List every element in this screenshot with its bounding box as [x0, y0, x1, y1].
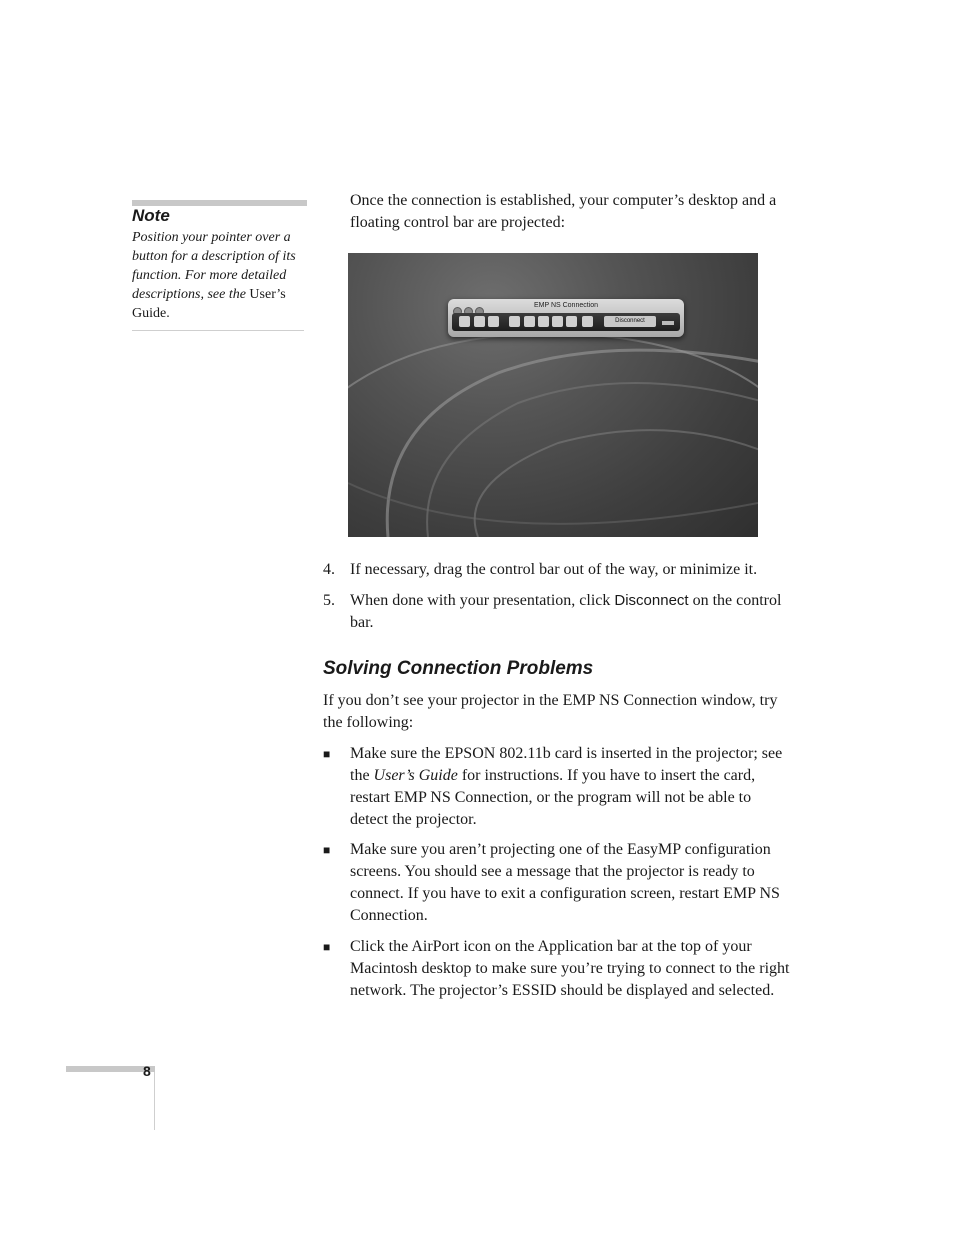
bullet-glyph: ■ [323, 843, 331, 857]
step-4-number: 4. [323, 561, 335, 578]
note-text-roman: User’s Guide. [132, 287, 286, 321]
bullet-glyph: ■ [323, 747, 331, 761]
bullet-2-text: Make sure you aren’t projecting one of the EasyMP configuration screens. You should see a message that the projector is ready to connect. If you have to exit a configuration screen, restart EMP NS Connection. [350, 841, 780, 924]
control-bar-toolbar [452, 313, 680, 331]
intro-paragraph: Once the connection is established, your computer’s desktop and a floating control bar are projected: [350, 192, 777, 231]
disconnect-button[interactable]: Disconnect [604, 316, 656, 327]
footer-rule [154, 1072, 155, 1130]
footer-bar [66, 1066, 155, 1072]
step-5-ui-term: Disconnect [614, 592, 689, 609]
bullet-1-after: for instructions. If you have to insert the card, restart EMP NS Connection, or the program will not be able to detect the projector. [350, 767, 756, 828]
pause-icon[interactable] [509, 316, 520, 327]
list-icon[interactable] [488, 316, 499, 327]
display-icon[interactable] [474, 316, 485, 327]
step-5-text-before: When done with your presentation, click [350, 592, 615, 609]
note-text-italic: Position your pointer over a button for a description of its function. For more detailed descriptions, see the [132, 230, 296, 302]
bullet-1-before: Make sure the EPSON 802.11b card is inserted in the projector; see the [350, 745, 783, 784]
zoom-icon[interactable] [538, 316, 549, 327]
settings-icon[interactable] [566, 316, 577, 327]
bullet-1-text [350, 743, 790, 831]
step-4-text: If necessary, drag the control bar out of the way, or minimize it. [350, 561, 758, 578]
control-bar-title: EMP NS Connection [533, 302, 599, 309]
projector-icon[interactable] [582, 316, 593, 327]
bullet-1-italic: User’s Guide [373, 767, 458, 784]
page-number: 8 [143, 1063, 151, 1079]
control-bar-window[interactable] [448, 299, 684, 337]
note-text [132, 228, 302, 323]
step-5-text-after: on the control bar. [350, 592, 782, 631]
section-heading: Solving Connection Problems [323, 658, 594, 679]
step-5-number: 5. [323, 592, 335, 609]
desktop-swirl-graphic [348, 253, 758, 537]
arrow-icon[interactable] [552, 316, 563, 327]
bullet-glyph: ■ [323, 940, 331, 954]
desktop-screenshot [348, 253, 758, 537]
mute-icon[interactable] [524, 316, 535, 327]
bullet-3-text: Click the AirPort icon on the Application bar at the top of your Macintosh desktop to make sure you’re trying to connect to the right network. The projector’s ESSID should be displayed and selected. [350, 938, 790, 999]
help-icon[interactable] [459, 316, 470, 327]
note-bottom-rule [132, 330, 304, 331]
section-intro: If you don’t see your projector in the EMP NS Connection window, try the following: [323, 692, 778, 731]
note-title: Note [132, 206, 170, 225]
minimize-bar-button[interactable] [662, 321, 674, 325]
step-5-text [350, 590, 790, 634]
